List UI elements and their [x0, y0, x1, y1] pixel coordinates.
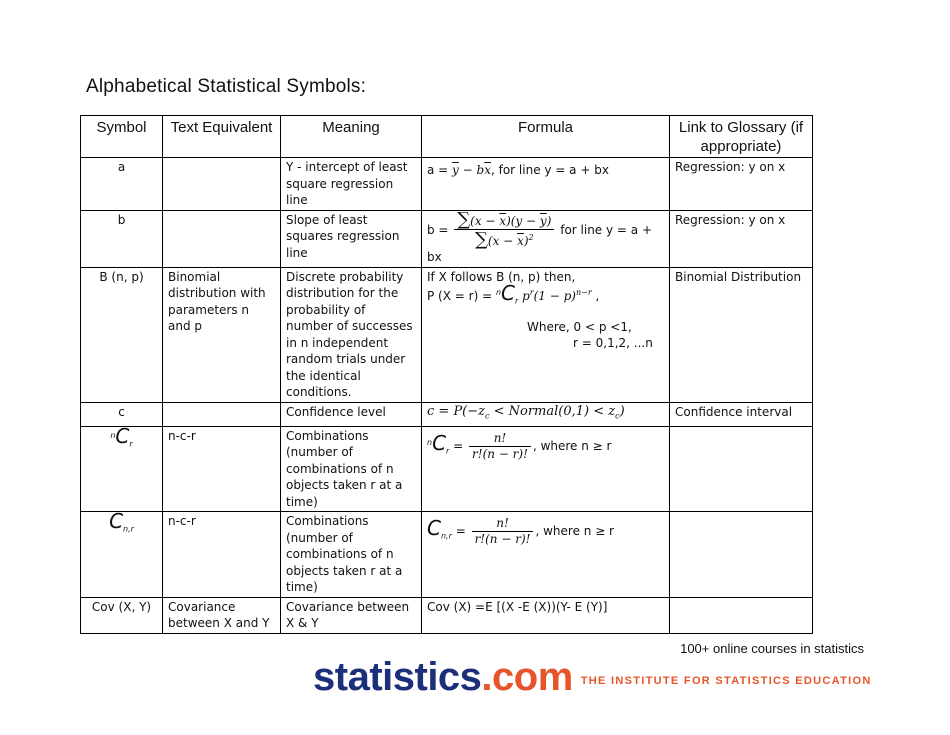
glossary-link-cell[interactable] [670, 426, 813, 512]
symbol-cell: c [81, 402, 163, 426]
symbol-cell: a [81, 158, 163, 211]
logo-wordmark-statistics: statistics [313, 655, 482, 699]
logo-wordmark-com: .com [481, 655, 573, 699]
meaning-cell: Y - intercept of least square regression line [281, 158, 422, 211]
slope-fraction [454, 208, 554, 250]
symbols-table [80, 115, 813, 634]
header-formula: Formula [422, 116, 670, 158]
formula-cell: $C_{n,r}$ = $\frac{n!}{r!(n - r)!}$ , where n ≥ r [422, 512, 670, 598]
formula-line-1: If X follows B (n, p) then, [427, 269, 576, 284]
text-equivalent-cell: Binomial distribution with parameters n and p [163, 267, 281, 402]
text-equivalent-cell [163, 210, 281, 267]
combination-fraction: $\frac{n!}{r!(n - r)!}$ [469, 431, 531, 462]
formula-cell [422, 158, 670, 211]
header-symbol: Symbol [81, 116, 163, 158]
glossary-link-cell[interactable]: Confidence interval [670, 402, 813, 426]
table-row [81, 402, 813, 426]
glossary-link-cell[interactable]: Regression: y on x [670, 210, 813, 267]
formula-condition-1: Where, 0 < p <1, [527, 319, 632, 334]
formula-prefix: a = [427, 163, 453, 177]
table-row [81, 267, 813, 402]
formula-line-2: P $(X = r) = ^nC_r$ $p^r(1 - p)^{n-r}$ , [427, 281, 600, 306]
formula-suffix: for line y = a + bx [427, 222, 653, 264]
symbol-cell: b [81, 210, 163, 267]
glossary-link-cell[interactable]: Binomial Distribution [670, 267, 813, 402]
symbol-cell: B (n, p) [81, 267, 163, 402]
formula-expression-end: ) [619, 403, 625, 419]
header-link: Link to Glossary (if appropriate) [670, 116, 813, 158]
formula-cell: Cov (X) =E [(X -E (X))(Y- E (Y)] [422, 597, 670, 633]
formula-cell [422, 210, 670, 267]
table-row [81, 158, 813, 211]
meaning-cell: Discrete probability distribution for the probability of number of successes in n independent random trials under the identical conditions. [281, 267, 422, 402]
text-equivalent-cell: n-c-r [163, 426, 281, 512]
symbol-subscript: n,r [123, 524, 134, 534]
table-row [81, 426, 813, 512]
fraction-numerator: $\sum(x - \overline{x})(y - \overline{y})$ [454, 212, 554, 230]
formula-cell [422, 267, 670, 402]
statistics-com-logo[interactable] [313, 655, 872, 699]
meaning-cell: Covariance between X & Y [281, 597, 422, 633]
formula-prefix: b = [427, 222, 453, 237]
symbol-letter: C [109, 509, 124, 534]
table-row [81, 597, 813, 633]
meaning-cell: Confidence level [281, 402, 422, 426]
symbol-cell [81, 509, 163, 598]
formula-suffix: , for line y = a + bx [490, 163, 609, 177]
formula-line-2-label: P (X = r) = [427, 289, 496, 303]
formula-suffix: , where n ≥ r [532, 438, 612, 453]
symbol-prescript: n [110, 430, 116, 440]
header-text-equivalent: Text Equivalent [163, 116, 281, 158]
formula-cell: $c = P(-z_c$ < Normal(0,1) < $z_c$) [422, 402, 670, 426]
meaning-cell: Slope of least squares regression line [281, 210, 422, 267]
text-equivalent-cell [163, 402, 281, 426]
combination-fraction: $\frac{n!}{r!(n - r)!}$ [472, 516, 534, 547]
meaning-cell: Combinations (number of combinations of n objects taken r at a time) [281, 512, 422, 598]
logo-tagline: THE INSTITUTE FOR STATISTICS EDUCATION [580, 675, 872, 687]
glossary-link-cell[interactable] [670, 512, 813, 598]
symbol-cell [81, 423, 163, 512]
formula-expression: $\overline{y} - b\overline{x}$ [452, 163, 491, 177]
text-equivalent-cell [163, 158, 281, 211]
table-row [81, 512, 813, 598]
header-meaning: Meaning [281, 116, 422, 158]
glossary-link-cell[interactable]: Regression: y on x [670, 158, 813, 211]
formula-condition-2: r = 0,1,2, ...n [573, 336, 653, 351]
formula-expression-mid: < Normal(0,1) < z [489, 403, 616, 419]
formula-cell: $^nC_r$ = $\frac{n!}{r!(n - r)!}$ , where n ≥ r [422, 426, 670, 512]
glossary-link-cell[interactable] [670, 597, 813, 633]
meaning-cell: Combinations (number of combinations of n objects taken r at a time) [281, 426, 422, 512]
text-equivalent-cell: n-c-r [163, 512, 281, 598]
text-equivalent-cell: Covariance between X and Y [163, 597, 281, 633]
formula-expression: c = P(−z [427, 403, 485, 419]
formula-suffix: , where n ≥ r [535, 524, 614, 539]
fraction-denominator: $\sum(x - \overline{x})^2$ [475, 228, 534, 250]
symbol-letter: C [115, 423, 130, 448]
page-title: Alphabetical Statistical Symbols: [86, 76, 367, 97]
table-header-row [81, 116, 813, 158]
symbol-cell: Cov (X, Y) [81, 597, 163, 633]
table-row [81, 210, 813, 267]
footer-tagline: 100+ online courses in statistics [680, 641, 864, 656]
symbol-subscript: r [129, 438, 133, 448]
